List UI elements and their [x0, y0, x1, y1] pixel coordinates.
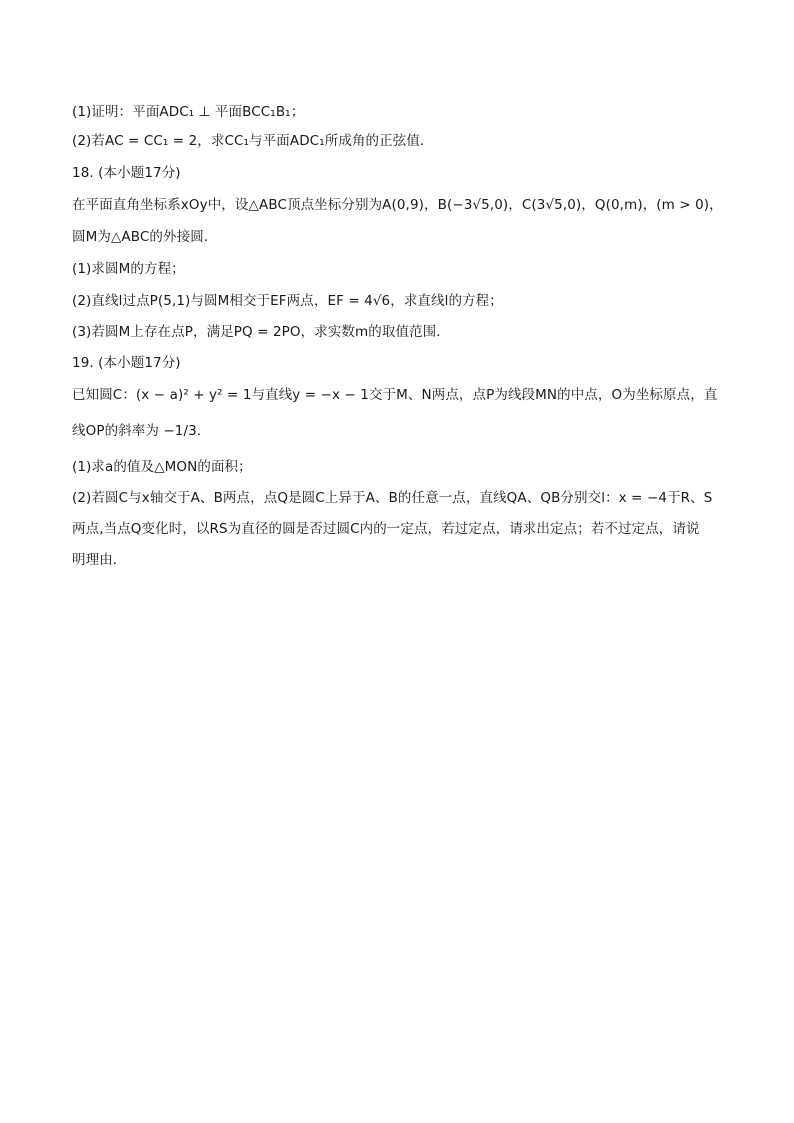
problem17-part2: (2)若AC = CC₁ = 2，求CC₁与平面ADC₁所成角的正弦值． [72, 133, 434, 149]
problem19-header: 19. (本小题17分) [72, 355, 181, 371]
problem18-part1: (1)求圆M的方程； [72, 261, 185, 277]
problem18-part3: (3)若圆M上存在点P，满足PQ = 2PO，求实数m的取值范围． [72, 324, 450, 340]
problem19-stem-line1: 已知圆C：(x − a)² + y² = 1与直线y = −x − 1交于M、N两点，点P为线段MN的中点，O为坐标原点，直 [72, 387, 718, 403]
problem18-stem-line1: 在平面直角坐标系xOy中，设△ABC顶点坐标分别为A(0,9)，B(−3√5,0)，C(3√5,0)，Q(0,m)，(m > 0)， [72, 197, 723, 213]
problem19-part2-line2: 两点,当点Q变化时，以RS为直径的圆是否过圆C内的一定点，若过定点，请求出定点；若不过定点，请说 [72, 521, 700, 537]
problem19-stem-line2: 线OP的斜率为 −1/3． [72, 423, 211, 439]
problem19-part2-line3: 明理由． [72, 552, 127, 568]
problem17-part1: (1)证明：平面ADC₁ ⊥ 平面BCC₁B₁； [72, 104, 305, 120]
problem19-part2-line1: (2)若圆C与x轴交于A、B两点，点Q是圆C上异于A、B的任意一点，直线QA、QB分别交l：x = −4于R、S [72, 490, 713, 506]
problem19-part1: (1)求a的值及△MON的面积； [72, 459, 252, 475]
problem18-stem-line2: 圆M为△ABC的外接圆． [72, 229, 218, 245]
problem18-header: 18. (本小题17分) [72, 165, 181, 181]
problem18-part2: (2)直线l过点P(5,1)与圆M相交于EF两点，EF = 4√6，求直线l的方程； [72, 293, 503, 309]
